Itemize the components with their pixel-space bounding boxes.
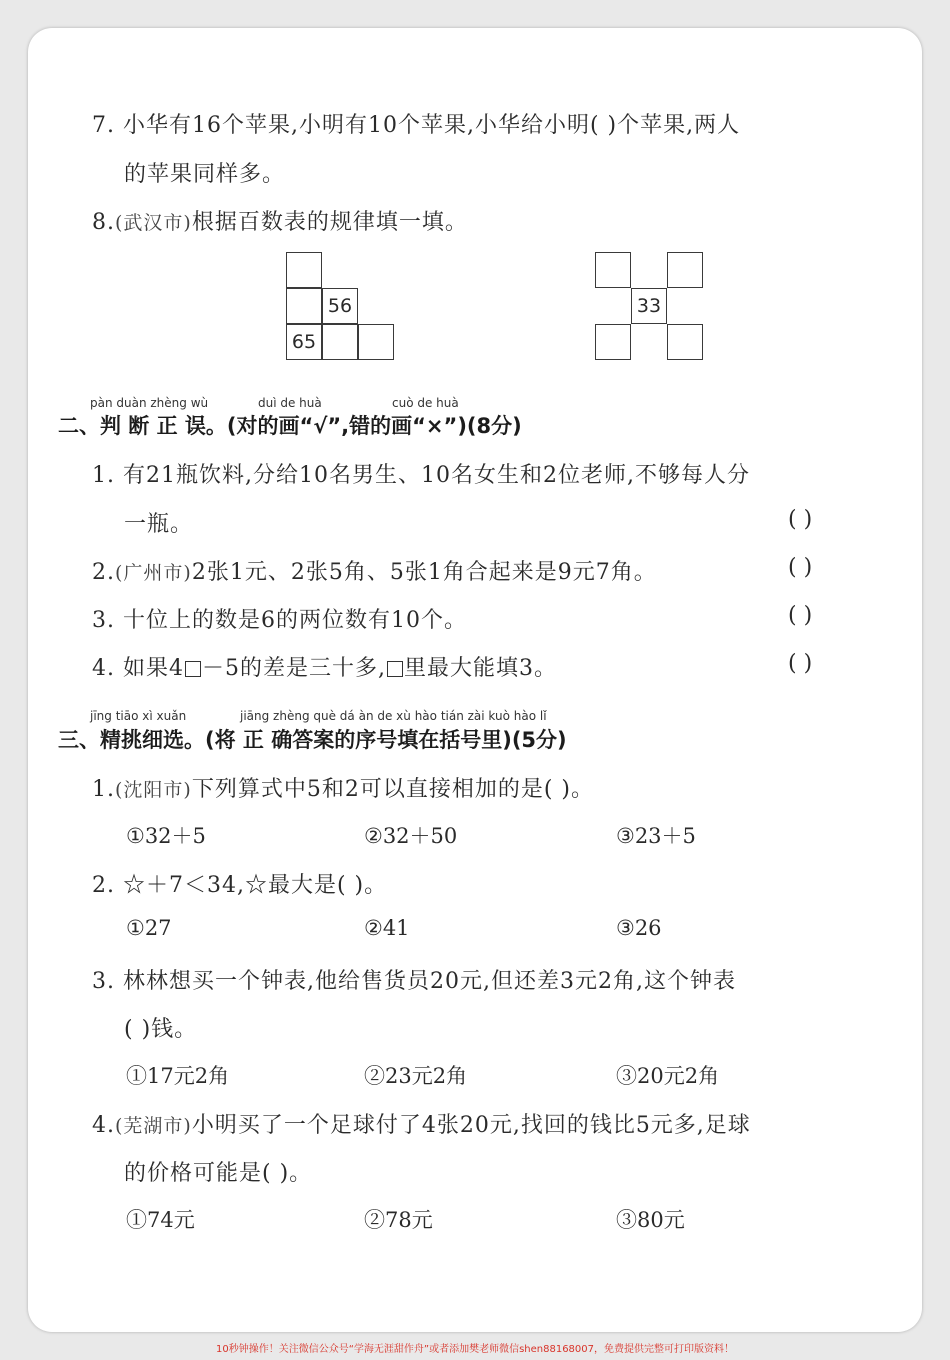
- option-3[interactable]: ③20元2角: [616, 1064, 720, 1088]
- grid2-cell-value: 33: [631, 288, 667, 324]
- grid1-cell-blank[interactable]: [322, 324, 358, 360]
- q-text: －5的差是三十多,: [201, 656, 386, 681]
- q7-line2: 的苹果同样多。: [124, 162, 286, 187]
- q-text: 下列算式中5和2可以直接相加的是( )。: [191, 777, 594, 802]
- q-text: 里最大能填3。: [403, 656, 557, 681]
- sec2-q2: [92, 555, 657, 586]
- answer-paren[interactable]: ( ): [788, 555, 813, 580]
- q-number: 2.: [92, 560, 115, 585]
- grid1-cell-blank[interactable]: [358, 324, 394, 360]
- sec3-q2: 2. ☆＋7＜34,☆最大是( )。: [92, 873, 388, 898]
- option-2[interactable]: ②23元2角: [364, 1064, 468, 1088]
- sec3-q1: [92, 772, 594, 803]
- grid1-cell-blank[interactable]: [286, 288, 322, 324]
- answer-paren[interactable]: ( ): [788, 507, 813, 532]
- sec2-q1-line1: 1. 有21瓶饮料,分给10名男生、10名女生和2位老师,不够每人分: [92, 463, 750, 488]
- answer-paren[interactable]: ( ): [788, 603, 813, 628]
- sec3-title: 三、精挑细选。(将 正 确答案的序号填在括号里)(5分): [58, 728, 567, 752]
- sec3-q4-line1: [92, 1108, 751, 1139]
- q-text: 4. 如果4: [92, 656, 184, 681]
- option-1[interactable]: ①74元: [126, 1208, 195, 1232]
- option-2[interactable]: ②32＋50: [364, 824, 458, 848]
- q-source: (沈阳市): [115, 779, 192, 801]
- sec2-q4: [92, 651, 557, 682]
- q8-number: 8.: [92, 210, 115, 235]
- sec2-pinyin-3: cuò de huà: [392, 396, 459, 410]
- footer-promo: 10秒钟操作！关注微信公众号“学海无涯甜作舟”或者添加樊老师微信shen88168007，免费提供完整可打印版资料！: [215, 1344, 735, 1355]
- option-1[interactable]: ①17元2角: [126, 1064, 230, 1088]
- option-1[interactable]: ①27: [126, 916, 172, 940]
- grid1-cell-blank[interactable]: [286, 252, 322, 288]
- option-1[interactable]: ①32＋5: [126, 824, 206, 848]
- blank-box-icon: [387, 661, 403, 677]
- grid2-cell-blank[interactable]: [595, 252, 631, 288]
- grid2-cell-blank[interactable]: [667, 252, 703, 288]
- sec3-pinyin-2: jiāng zhèng què dá àn de xù hào tián zài kuò hào lǐ: [240, 709, 547, 723]
- sec2-pinyin-1: pàn duàn zhèng wù: [90, 396, 209, 410]
- sec2-pinyin-2: duì de huà: [258, 396, 322, 410]
- option-3[interactable]: ③23＋5: [616, 824, 696, 848]
- q-number: 1.: [92, 777, 115, 802]
- grid1-cell-value: 56: [322, 288, 358, 324]
- sec3-q3-line1: 3. 林林想买一个钟表,他给售货员20元,但还差3元2角,这个钟表: [92, 969, 736, 994]
- q-number: 4.: [92, 1113, 115, 1138]
- option-2[interactable]: ②78元: [364, 1208, 433, 1232]
- sec3-q4-line2: 的价格可能是( )。: [124, 1161, 313, 1186]
- sec3-pinyin-1: jīng tiāo xì xuǎn: [90, 709, 187, 723]
- q-source: (芜湖市): [115, 1115, 192, 1137]
- sec3-q3-line2: ( )钱。: [124, 1017, 198, 1042]
- sec2-title: 二、判 断 正 误。(对的画“√”,错的画“×”)(8分): [58, 414, 522, 438]
- q-source: (广州市): [115, 562, 192, 584]
- q-text: 小明买了一个足球付了4张20元,找回的钱比5元多,足球: [191, 1113, 751, 1138]
- blank-box-icon: [185, 661, 201, 677]
- grid1-cell-value: 65: [286, 324, 322, 360]
- option-3[interactable]: ③26: [616, 916, 662, 940]
- q8-source: (武汉市): [115, 212, 192, 234]
- sec2-q3: 3. 十位上的数是6的两位数有10个。: [92, 608, 467, 633]
- grid2-cell-blank[interactable]: [667, 324, 703, 360]
- option-3[interactable]: ③80元: [616, 1208, 685, 1232]
- sec2-q1-line2: 一瓶。: [124, 512, 194, 537]
- q7-line1: 7. 小华有16个苹果,小明有10个苹果,小华给小明( )个苹果,两人: [92, 113, 741, 138]
- grid2-cell-blank[interactable]: [595, 324, 631, 360]
- q8-line: [92, 205, 468, 236]
- q-text: 2张1元、2张5角、5张1角合起来是9元7角。: [191, 560, 657, 585]
- q8-text: 根据百数表的规律填一填。: [191, 210, 468, 235]
- answer-paren[interactable]: ( ): [788, 651, 813, 676]
- option-2[interactable]: ②41: [364, 916, 410, 940]
